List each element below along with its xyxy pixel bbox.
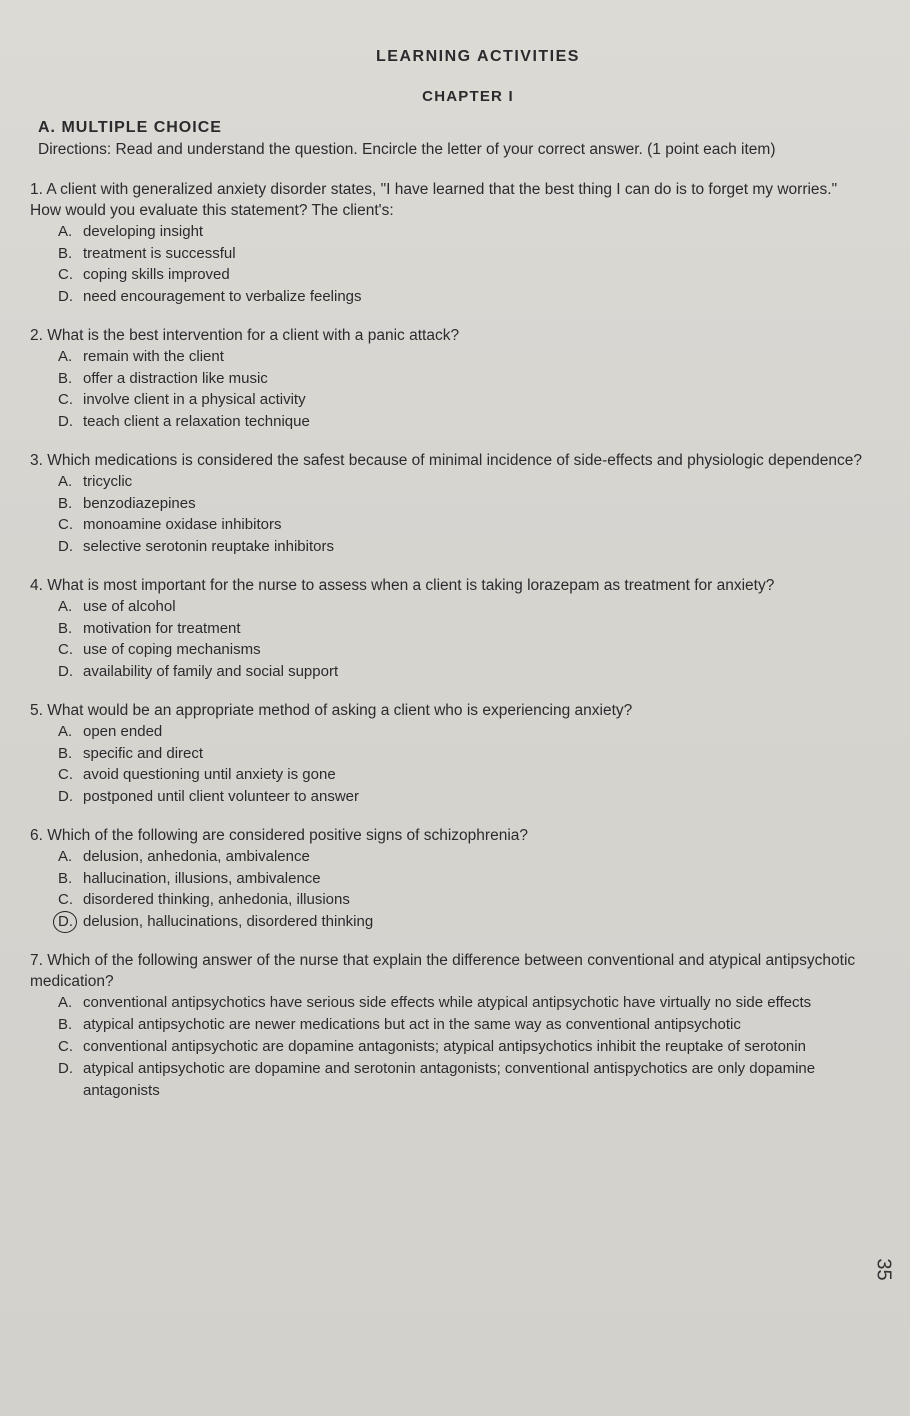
option-a[interactable] [58, 721, 870, 743]
directions-text: Directions: Read and understand the question. Encircle the letter of your correct answer. (1 point each item) [38, 141, 776, 158]
answer-options [58, 221, 870, 307]
question-7 [26, 950, 870, 1102]
option-a[interactable] [58, 346, 870, 368]
option-letter: B. [58, 869, 73, 887]
answer-options [58, 721, 870, 807]
answer-options [58, 596, 870, 682]
option-letter: B. [58, 619, 73, 637]
option-c[interactable] [58, 1036, 870, 1058]
option-text: hallucination, illusions, ambivalence [83, 869, 321, 887]
option-letter: B. [58, 244, 73, 262]
option-c[interactable] [58, 639, 870, 661]
option-letter: B. [58, 369, 73, 387]
option-text: avoid questioning until anxiety is gone [83, 766, 336, 783]
option-letter: A. [58, 723, 73, 740]
option-text: teach client a relaxation technique [83, 412, 310, 430]
chapter-heading: CHAPTER I [422, 88, 514, 105]
option-text: offer a distraction like music [83, 369, 268, 387]
question-2 [26, 325, 870, 432]
page-number-note: 35 [872, 1258, 895, 1281]
option-letter: D. [58, 662, 73, 680]
option-c[interactable] [58, 264, 870, 286]
option-letter: C. [58, 266, 73, 283]
option-a[interactable] [58, 846, 870, 868]
option-a[interactable] [58, 596, 870, 618]
option-text: treatment is successful [83, 244, 236, 262]
question-text: 3. Which medications is considered the safest because of minimal incidence of side-effects and physiologic dependence? [30, 452, 863, 469]
option-text: use of alcohol [83, 598, 176, 615]
option-c[interactable] [58, 389, 870, 411]
option-letter: D. [58, 287, 73, 305]
option-b[interactable] [58, 493, 870, 515]
option-b[interactable] [58, 868, 870, 890]
option-letter: C. [58, 516, 73, 533]
question-5 [26, 700, 870, 807]
option-text: availability of family and social support [83, 662, 339, 680]
option-c[interactable] [58, 764, 870, 786]
option-text: delusion, hallucinations, disordered thinking [83, 912, 374, 930]
question-4 [26, 575, 870, 682]
option-letter: C. [58, 891, 73, 908]
option-d[interactable] [58, 411, 870, 433]
question-text: 5. What would be an appropriate method of asking a client who is experiencing anxiety? [30, 702, 633, 719]
question-1 [26, 179, 870, 307]
option-text: use of coping mechanisms [83, 641, 261, 658]
option-letter: A. [58, 223, 73, 240]
page-title: LEARNING ACTIVITIES [376, 48, 580, 65]
answer-options [58, 846, 870, 932]
option-a[interactable] [58, 471, 870, 493]
option-letter: A. [58, 598, 73, 615]
option-d-selected[interactable] [58, 911, 870, 933]
question-text: 1. A client with generalized anxiety disorder states, "I have learned that the best thing I can do is to forget my worries." How would you evaluate this statement? The client's: [30, 181, 838, 219]
option-text: delusion, anhedonia, ambivalence [83, 848, 310, 865]
option-d[interactable] [58, 661, 870, 683]
option-text: remain with the client [83, 348, 224, 365]
option-letter: C. [58, 641, 73, 658]
option-letter: D. [58, 787, 73, 805]
option-text: disordered thinking, anhedonia, illusions [83, 891, 350, 908]
option-text: open ended [83, 723, 163, 740]
option-text: specific and direct [83, 744, 204, 762]
answer-options [58, 992, 870, 1102]
option-letter: B. [58, 1016, 73, 1033]
option-text: developing insight [83, 223, 204, 240]
option-b[interactable] [58, 618, 870, 640]
option-letter: C. [58, 391, 73, 408]
option-letter: D. [58, 1060, 73, 1077]
option-a[interactable] [58, 221, 870, 243]
option-text: need encouragement to verbalize feelings [83, 287, 362, 305]
option-text: conventional antipsychotic are dopamine antagonists; atypical antipsychotics inhibit the reuptake of serotonin [83, 1038, 806, 1055]
option-c[interactable] [58, 889, 870, 911]
option-d[interactable] [58, 1058, 870, 1102]
option-a[interactable] [58, 992, 870, 1014]
question-text: 2. What is the best intervention for a client with a panic attack? [30, 327, 460, 344]
option-letter-circled: D. [58, 911, 83, 933]
option-text: atypical antipsychotic are newer medications but act in the same way as conventional antipsychotic [83, 1016, 741, 1033]
option-text: tricyclic [83, 473, 133, 490]
answer-options [58, 471, 870, 557]
option-text: conventional antipsychotics have serious side effects while atypical antipsychotic have virtually no side effects [83, 994, 812, 1011]
option-b[interactable] [58, 1014, 870, 1036]
option-d[interactable] [58, 536, 870, 558]
option-letter: D. [58, 537, 73, 555]
option-text: monoamine oxidase inhibitors [83, 516, 282, 533]
option-b[interactable] [58, 368, 870, 390]
question-6 [26, 825, 870, 932]
option-d[interactable] [58, 286, 870, 308]
option-text: coping skills improved [83, 266, 230, 283]
option-letter: D. [58, 412, 73, 430]
option-letter: A. [58, 848, 73, 865]
option-text: atypical antipsychotic are dopamine and serotonin antagonists; conventional antispychotics are only dopamine antagonists [83, 1060, 816, 1099]
question-text: 7. Which of the following answer of the nurse that explain the difference between conventional and atypical antipsychotic medication? [30, 952, 856, 990]
option-letter: B. [58, 494, 73, 512]
option-b[interactable] [58, 243, 870, 265]
question-text: 6. Which of the following are considered positive signs of schizophrenia? [30, 827, 528, 844]
option-letter: C. [58, 1038, 73, 1055]
question-3 [26, 450, 870, 557]
question-text: 4. What is most important for the nurse to assess when a client is taking lorazepam as treatment for anxiety? [30, 577, 775, 594]
option-text: involve client in a physical activity [83, 391, 306, 408]
option-letter: A. [58, 473, 73, 490]
option-d[interactable] [58, 786, 870, 808]
option-letter: A. [58, 994, 73, 1011]
option-letter: C. [58, 766, 73, 783]
option-text: selective serotonin reuptake inhibitors [83, 537, 334, 555]
option-text: motivation for treatment [83, 619, 241, 637]
option-letter: B. [58, 744, 73, 762]
answer-options [58, 346, 870, 432]
option-b[interactable] [58, 743, 870, 765]
option-c[interactable] [58, 514, 870, 536]
option-letter: A. [58, 348, 73, 365]
section-heading: A. MULTIPLE CHOICE [38, 119, 222, 136]
option-text: benzodiazepines [83, 494, 196, 512]
option-text: postponed until client volunteer to answer [83, 787, 360, 805]
question-list [26, 179, 870, 1102]
